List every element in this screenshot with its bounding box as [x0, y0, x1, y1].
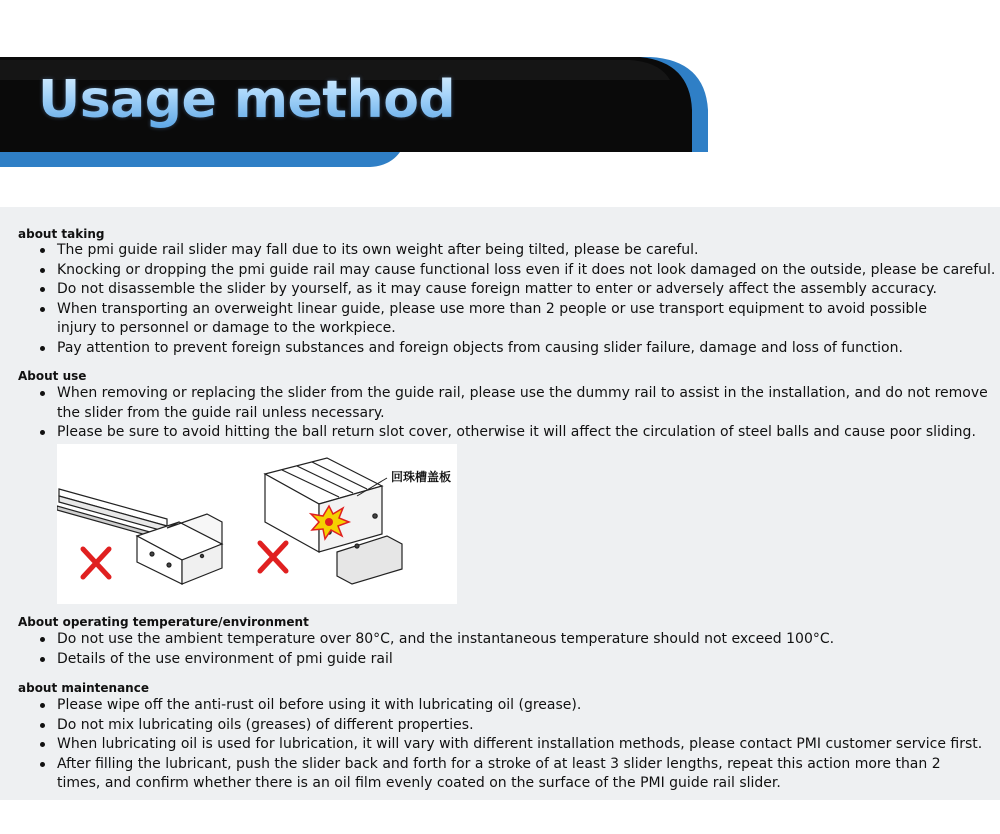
section-heading-about-taking: about taking	[18, 227, 105, 241]
list-item: After filling the lubricant, push the slider back and forth for a stroke of at least 3 slider lengths, repeat this action more than 2 times, and confirm whether there is an oil film evenly coated on the surface of the PMI guide rail slider.	[38, 755, 962, 794]
page-title: Usage method	[38, 70, 456, 130]
list-item: When removing or replacing the slider from the guide rail, please use the dummy rail to assist in the installation, and do not remove the slider from the guide rail unless necessary.	[38, 384, 1000, 423]
list-item: When lubricating oil is used for lubrication, it will vary with different installation methods, please contact PMI customer service first.	[38, 735, 982, 755]
list-item: Do not mix lubricating oils (greases) of different properties.	[38, 716, 982, 736]
list-item: Knocking or dropping the pmi guide rail may cause functional loss even if it does not look damaged on the outside, please be careful.	[38, 261, 995, 281]
section-heading-about-maintenance: about maintenance	[18, 681, 149, 695]
list-item: Pay attention to prevent foreign substances and foreign objects from causing slider failure, damage and loss of function.	[38, 339, 995, 359]
list-item: Details of the use environment of pmi guide rail	[38, 650, 834, 670]
callout-label: 回珠槽盖板	[391, 470, 452, 484]
list-item: The pmi guide rail slider may fall due to its own weight after being tilted, please be careful.	[38, 241, 995, 261]
usage-warning-figure	[57, 444, 457, 604]
cross-icon	[83, 549, 109, 577]
bullet-list-operating-environment	[38, 630, 834, 669]
list-item: Please be sure to avoid hitting the ball return slot cover, otherwise it will affect the circulation of steel balls and cause poor sliding.	[38, 423, 1000, 443]
section-heading-about-use: About use	[18, 369, 87, 383]
bullet-list-about-taking	[38, 241, 995, 358]
bullet-list-about-use	[38, 384, 1000, 443]
content-panel	[0, 207, 1000, 800]
list-item: Please wipe off the anti-rust oil before using it with lubricating oil (grease).	[38, 696, 982, 716]
section-heading-operating-environment: About operating temperature/environment	[18, 615, 309, 629]
list-item: Do not disassemble the slider by yourself, as it may cause foreign matter to enter or adversely affect the assembly accuracy.	[38, 280, 995, 300]
header-banner	[0, 0, 1000, 200]
list-item: When transporting an overweight linear guide, please use more than 2 people or use transport equipment to avoid possible injury to personnel or damage to the workpiece.	[38, 300, 957, 339]
list-item: Do not use the ambient temperature over 80°C, and the instantaneous temperature should not exceed 100°C.	[38, 630, 834, 650]
bullet-list-about-maintenance	[38, 696, 982, 794]
